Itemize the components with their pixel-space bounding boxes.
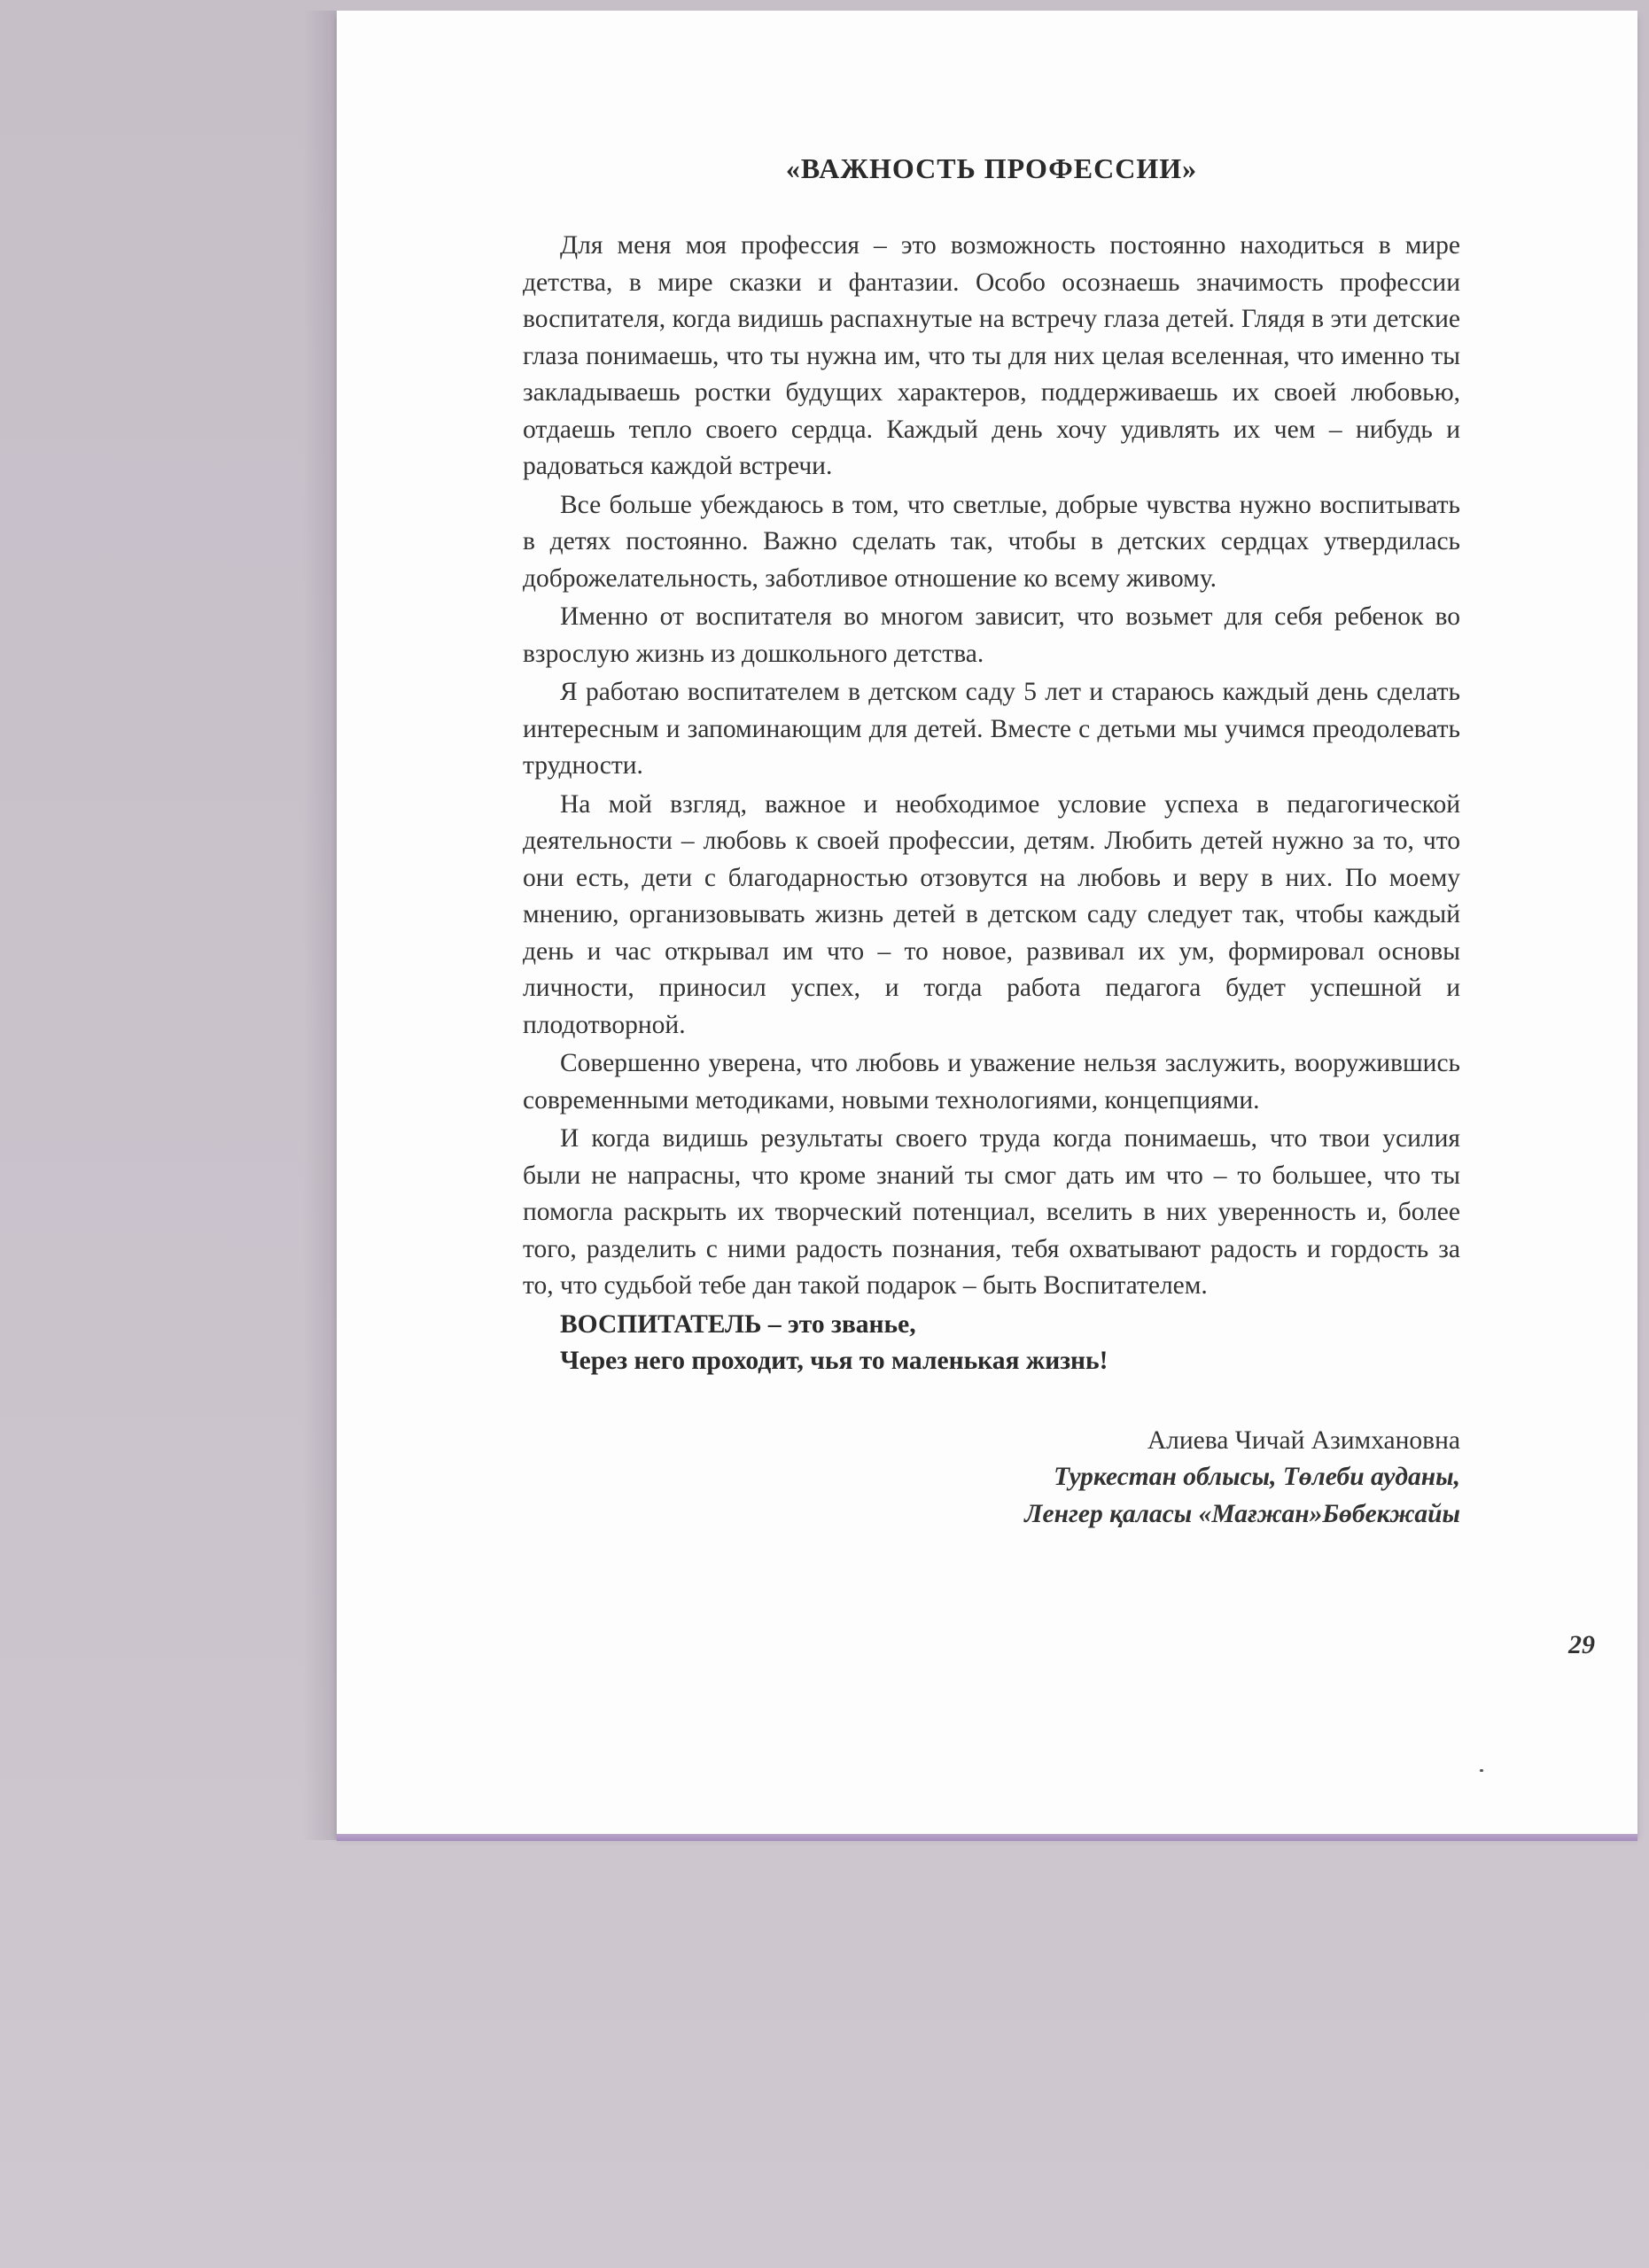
paragraph-2: Все больше убеждаюсь в том, что светлые, добрые чувства нужно воспитывать в детях постоянно. Важно сделать так, чтобы в детских сердцах утвердилась доброжелательность, заботливое отношение ко всему живому.: [523, 490, 1460, 593]
book-page: [337, 11, 1637, 1834]
page-bottom-edge: [337, 1834, 1637, 1841]
signature-block: [523, 1423, 1460, 1534]
paragraph-1: Для меня моя профессия – это возможность постоянно находиться в мире детства, в мире сказки и фантазии. Особо осознаешь значимость профессии воспитателя, когда видишь распахнутые на встречу глаза детей. Глядя в эти детские глаза понимаешь, что ты нужна им, что ты для них целая вселенная, что именно ты закладываешь ростки будущих характеров, поддерживаешь их своей любовью, отдаешь тепло своего сердца. Каждый день хочу удивлять их чем – нибудь и радоваться каждой встречи.: [523, 231, 1460, 480]
page-gutter-shadow: [303, 11, 338, 1840]
organization-line-2: Ленгер қаласы «Мағжан»Бөбекжайы: [1024, 1499, 1460, 1528]
page-content: [523, 152, 1460, 1533]
paragraph-3: Именно от воспитателя во многом зависит, что возьмет для себя ребенок во взрослую жизнь из дошкольного детства.: [523, 602, 1460, 668]
scan-speck: [1480, 1769, 1483, 1772]
paragraph-5: На мой взгляд, важное и необходимое условие успеха в педагогической деятельности – любовь к своей профессии, детям. Любить детей нужно за то, что они есть, дети с благодарностью отзовутся на любовь и веру в них. По моему мнению, организовывать жизнь детей в детском саду следует так, чтобы каждый день и час открывал им что – то новое, развивал их ум, формировал основы личности, приносил успех, и тогда работа педагога будет успешной и плодотворной.: [523, 789, 1460, 1039]
closing-line-2: Через него проходит, чья то маленькая жизнь!: [560, 1347, 1108, 1375]
page-number: 29: [1568, 1630, 1595, 1659]
author-name: Алиева Чичай Азимхановна: [1147, 1425, 1460, 1455]
paragraph-6: Совершенно уверена, что любовь и уважение нельзя заслужить, вооружившись современными методиками, новыми технологиями, концепциями.: [523, 1049, 1460, 1115]
paragraph-7: И когда видишь результаты своего труда когда понимаешь, что твои усилия были не напрасны, что кроме знаний ты смог дать им что – то большее, что ты помогла раскрыть их творческий потенциал, вселить в них уверенность и, более того, разделить с ними радость познания, тебя охватывают радость и гордость за то, что судьбой тебе дан такой подарок – быть Воспитателем.: [523, 1124, 1460, 1300]
paragraph-4: Я работаю воспитателем в детском саду 5 лет и стараюсь каждый день сделать интересным и запоминающим для детей. Вместе с детьми мы учимся преодолевать трудности.: [523, 678, 1460, 780]
page-title: «ВАЖНОСТЬ ПРОФЕССИИ»: [785, 152, 1198, 184]
closing-line-1: ВОСПИТАТЕЛЬ – это званье,: [560, 1309, 916, 1339]
organization-line-1: Туркестан облысы, Төлеби ауданы,: [1054, 1463, 1460, 1491]
